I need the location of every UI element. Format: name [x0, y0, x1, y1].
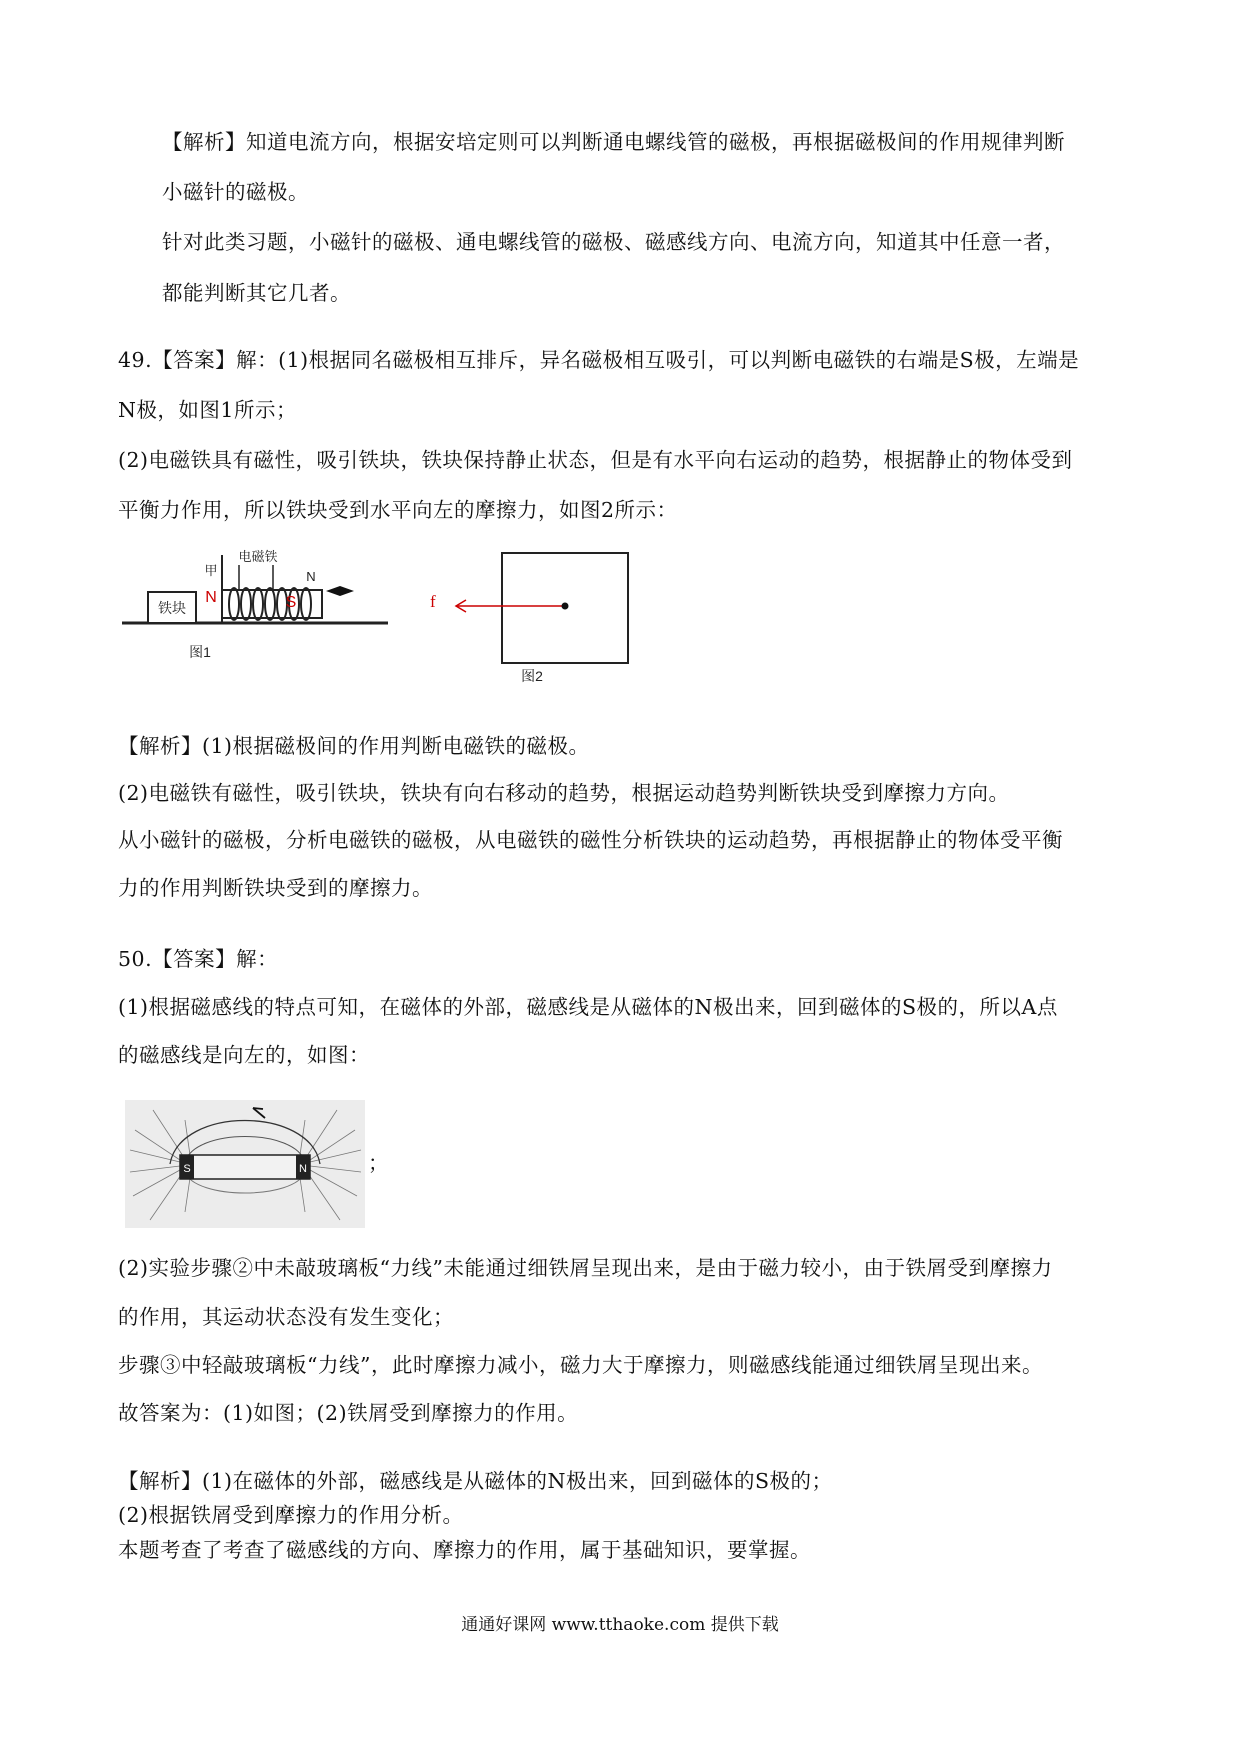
figure-2-friction — [420, 545, 640, 685]
analysis-50-line: (2)根据铁屑受到摩擦力的作用分析。 — [118, 1503, 464, 1527]
figure-1-electromagnet — [118, 545, 418, 670]
friction-label: f — [430, 592, 436, 611]
magnet-north-label: N — [299, 1163, 307, 1175]
iron-block-label: 铁块 — [158, 600, 186, 616]
answer-50-line: 故答案为：(1)如图；(2)铁屑受到摩擦力的作用。 — [118, 1401, 579, 1425]
needle-north-label: N — [306, 569, 316, 584]
text-line: 针对此类习题，小磁针的磁极、通电螺线管的磁极、磁感线方向、电流方向，知道其中任意一者， — [162, 230, 1065, 254]
answer-49-line: 平衡力作用，所以铁块受到水平向左的摩擦力，如图2所示： — [118, 498, 678, 522]
text-line: 小磁针的磁极。 — [162, 180, 309, 204]
figure-3-bar-magnet — [125, 1100, 365, 1228]
page-footer: 通通好课网 www.tthaoke.com 提供下载 — [461, 1615, 779, 1635]
answer-50-line: 步骤③中轻敲玻璃板“力线”，此时摩擦力减小，磁力大于摩擦力，则磁感线能通过细铁屑呈现出来。 — [118, 1353, 1043, 1377]
magnet-south-label: S — [183, 1163, 191, 1175]
analysis-49-line: 【解析】(1)根据磁极间的作用判断电磁铁的磁极。 — [118, 734, 590, 758]
answer-49-line: N极，如图1所示； — [118, 398, 297, 422]
compass-needle — [326, 586, 354, 596]
answer-50-line: 的磁感线是向左的，如图： — [118, 1043, 370, 1067]
analysis-50-line: 【解析】(1)在磁体的外部，磁感线是从磁体的N极出来，回到磁体的S极的； — [118, 1469, 833, 1493]
center-point — [562, 603, 569, 610]
analysis-50-line: 本题考查了考查了磁感线的方向、摩擦力的作用，属于基础知识，要掌握。 — [118, 1538, 811, 1562]
figure-1-caption: 图1 — [189, 644, 211, 660]
answer-50-line: 50.【答案】解： — [118, 947, 279, 971]
bar-magnet — [180, 1155, 310, 1179]
text-line: 【解析】知道电流方向，根据安培定则可以判断通电螺线管的磁极，再根据磁极间的作用规律判断 — [162, 130, 1065, 154]
figure-2-caption: 图2 — [521, 668, 543, 684]
answer-49-line: 49.【答案】解：(1)根据同名磁极相互排斥，异名磁极相互吸引，可以判断电磁铁的右端是S极，左端是 — [118, 348, 1080, 372]
text-line: 都能判断其它几者。 — [162, 281, 351, 305]
analysis-49-line: 力的作用判断铁块受到的摩擦力。 — [118, 876, 433, 900]
analysis-49-line: 从小磁针的磁极，分析电磁铁的磁极，从电磁铁的磁性分析铁块的运动趋势，再根据静止的物体受平衡 — [118, 828, 1063, 852]
analysis-49-line: (2)电磁铁有磁性，吸引铁块，铁块有向右移动的趋势，根据运动趋势判断铁块受到摩擦力方向。 — [118, 781, 1010, 805]
answer-49-line: (2)电磁铁具有磁性，吸引铁块，铁块保持静止状态，但是有水平向右运动的趋势，根据静止的物体受到 — [118, 448, 1073, 472]
south-pole-label: S — [285, 594, 297, 611]
jia-label: 甲 — [204, 563, 218, 578]
answer-50-line: 的作用，其运动状态没有发生变化； — [118, 1305, 454, 1329]
answer-50-line: (2)实验步骤②中未敲玻璃板“力线”未能通过细铁屑呈现出来，是由于磁力较小，由于铁屑受到摩擦力 — [118, 1256, 1053, 1280]
north-pole-label: N — [205, 589, 217, 606]
figure-semicolon: ； — [368, 1151, 389, 1175]
electromagnet-label: 电磁铁 — [238, 549, 278, 564]
answer-50-line: (1)根据磁感线的特点可知，在磁体的外部，磁感线是从磁体的N极出来，回到磁体的S极的，所以A点 — [118, 995, 1058, 1019]
